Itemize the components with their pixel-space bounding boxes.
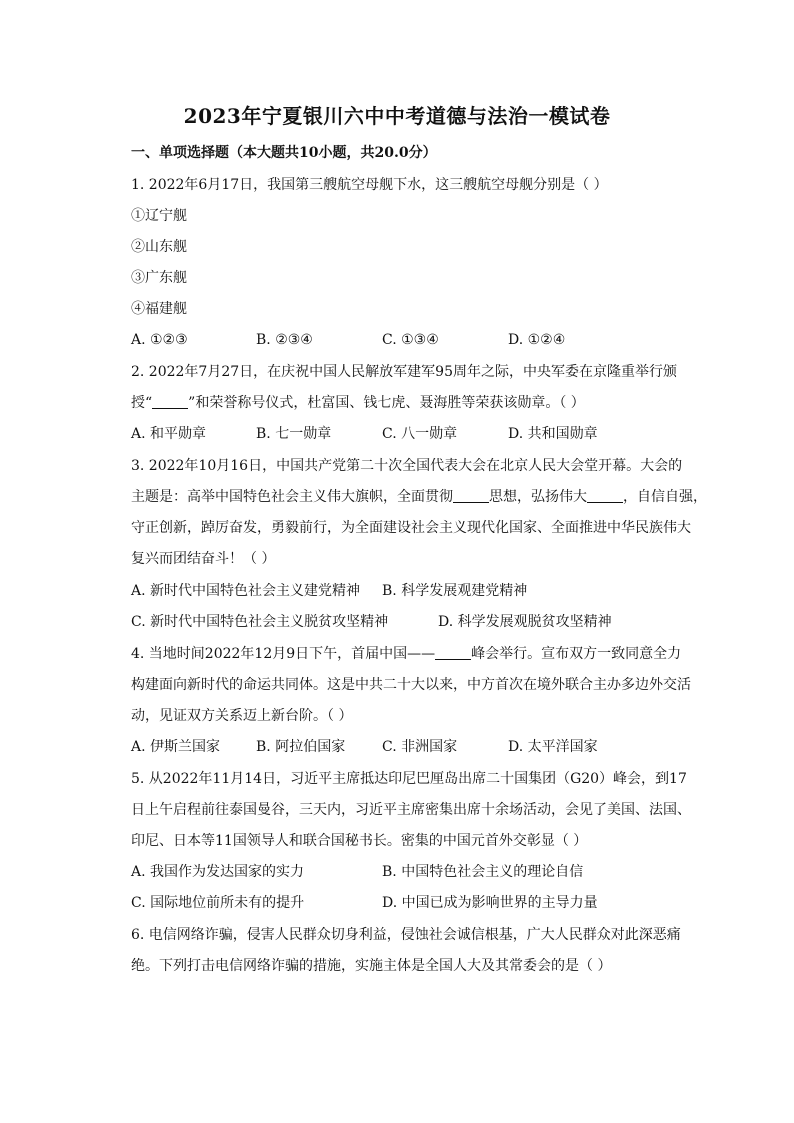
- question-4-line-2: 构建面向新时代的命运共同体。这是中共二十大以来，中方首次在境外联合主办多边外交活: [131, 677, 691, 693]
- question-3-line-2-start: 主题是：高举中国特色社会主义伟大旗帜，全面贯彻: [131, 489, 453, 505]
- question-2-option-b: B. 七一勋章: [256, 426, 332, 442]
- question-2-option-c: C. 八一勋章: [382, 426, 458, 442]
- question-1-option-b: B. ②③④: [256, 332, 313, 348]
- question-4-line-1-end: 峰会举行。宣布双方一致同意全力: [471, 646, 682, 662]
- question-2-line-2: [131, 393, 585, 413]
- question-4-option-a: A. 伊斯兰国家: [131, 739, 221, 755]
- question-3-option-a: A. 新时代中国特色社会主义建党精神: [131, 583, 361, 599]
- answer-blank: [453, 488, 489, 503]
- question-4-option-c: C. 非洲国家: [382, 739, 458, 755]
- question-1-item-3: ③广东舰: [131, 270, 187, 286]
- question-3-option-b: B. 科学发展观建党精神: [382, 583, 528, 599]
- question-5-line-3: 印尼、日本等11国领导人和联合国秘书长。密集的中国元首外交彰显（ ）: [131, 833, 588, 849]
- section-heading: 一、单项选择题（本大题共10小题，共20.0分）: [131, 145, 437, 161]
- question-4-line-1-start: 4. 当地时间2022年12月9日下午，首届中国——: [131, 646, 436, 662]
- question-5-line-1: 5. 从2022年11月14日，习近平主席抵达印尼巴厘岛出席二十国集团（G20）峰会，到17: [131, 771, 687, 787]
- question-3-line-2: [131, 487, 707, 507]
- question-5-line-2: 日上午启程前往泰国曼谷，三天内，习近平主席密集出席十余场活动，会见了美国、法国、: [131, 802, 691, 818]
- question-4-line-3: 动，见证双方关系迈上新台阶。（ ）: [131, 708, 353, 724]
- question-4-option-d: D. 太平洋国家: [508, 739, 598, 755]
- question-5-option-c: C. 国际地位前所未有的提升: [131, 895, 305, 911]
- question-3-line-2-end: ，自信自强，: [623, 489, 707, 505]
- question-1-item-1: ①辽宁舰: [131, 208, 187, 224]
- question-1-stem: 1. 2022年6月17日，我国第三艘航空母舰下水，这三艘航空母舰分别是（ ）: [131, 177, 608, 193]
- question-1-option-c: C. ①③④: [382, 332, 439, 348]
- answer-blank: [435, 645, 471, 660]
- question-1-item-4: ④福建舰: [131, 301, 187, 317]
- question-2-option-d: D. 共和国勋章: [508, 426, 598, 442]
- answer-blank: [587, 488, 623, 503]
- question-2-line-2-end: ”和荣誉称号仪式，杜富国、钱七虎、聂海胜等荣获该勋章。（ ）: [188, 395, 585, 411]
- question-2-line-1: 2. 2022年7月27日，在庆祝中国人民解放军建军95周年之际，中央军委在京隆重举行颁: [131, 364, 677, 380]
- question-6-line-1: 6. 电信网络诈骗，侵害人民群众切身利益，侵蚀社会诚信根基，广大人民群众对此深恶痛: [131, 927, 681, 943]
- question-4-line-1: [131, 644, 681, 664]
- question-2-line-2-start: 授“: [131, 395, 153, 411]
- question-2-option-a: A. 和平勋章: [131, 426, 207, 442]
- question-4-option-b: B. 阿拉伯国家: [256, 739, 346, 755]
- question-3-option-c: C. 新时代中国特色社会主义脱贫攻坚精神: [131, 614, 389, 630]
- question-3-option-d: D. 科学发展观脱贫攻坚精神: [438, 614, 612, 630]
- question-1-option-d: D. ①②④: [508, 332, 566, 348]
- question-3-line-1: 3. 2022年10月16日，中国共产党第二十次全国代表大会在北京人民大会堂开幕。大会的: [131, 458, 683, 474]
- question-5-option-d: D. 中国已成为影响世界的主导力量: [382, 895, 598, 911]
- exam-title: 2023年宁夏银川六中中考道德与法治一模试卷: [183, 104, 611, 128]
- question-5-option-b: B. 中国特色社会主义的理论自信: [382, 864, 584, 880]
- question-3-line-2-middle: 思想，弘扬伟大: [489, 489, 587, 505]
- answer-blank: [152, 394, 188, 409]
- question-3-line-3: 守正创新，踔厉奋发，勇毅前行，为全面建设社会主义现代化国家、全面推进中华民族伟大: [131, 520, 691, 536]
- question-6-line-2: 绝。下列打击电信网络诈骗的措施，实施主体是全国人大及其常委会的是（ ）: [131, 958, 612, 974]
- question-1-option-a: A. ①②③: [131, 332, 188, 348]
- question-3-line-4: 复兴而团结奋斗！（ ）: [131, 551, 276, 567]
- question-5-option-a: A. 我国作为发达国家的实力: [131, 864, 305, 880]
- question-1-item-2: ②山东舰: [131, 239, 187, 255]
